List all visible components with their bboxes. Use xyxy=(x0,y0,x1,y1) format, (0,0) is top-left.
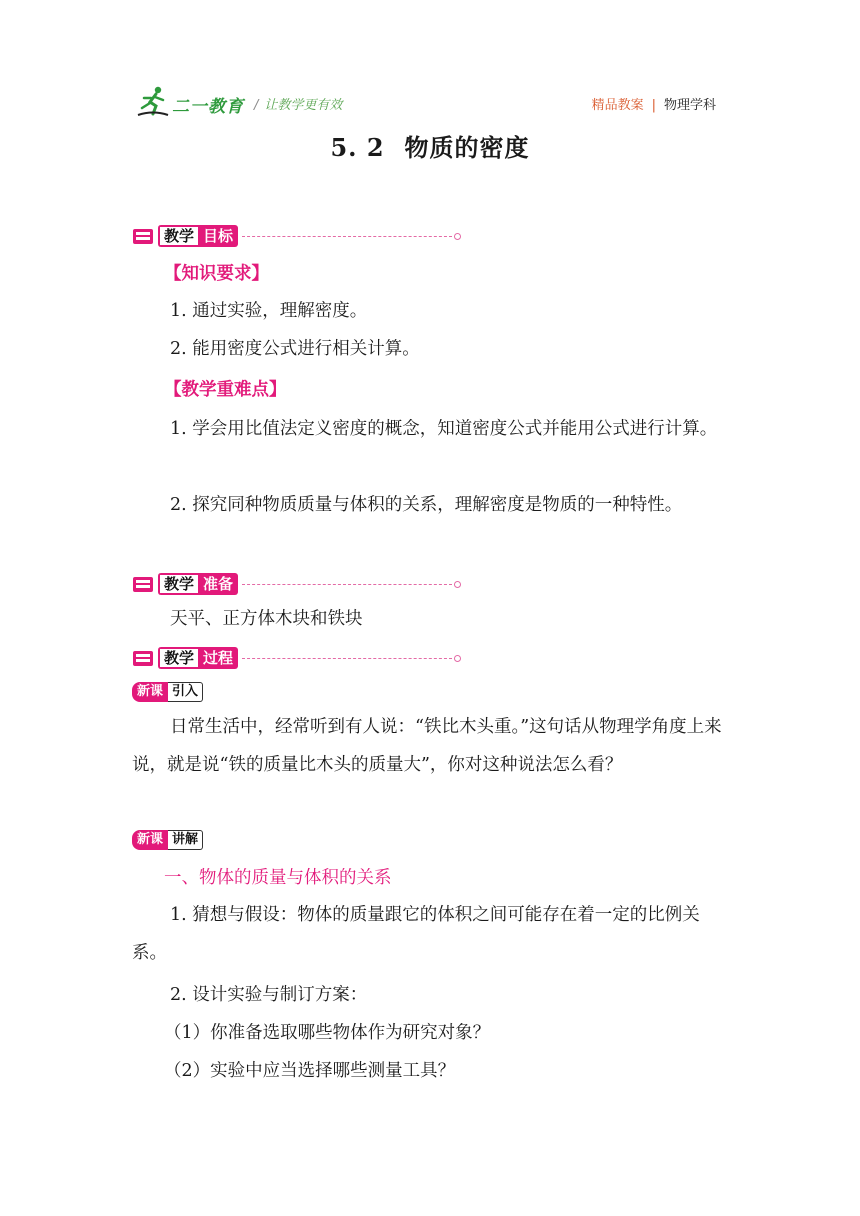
page-header xyxy=(136,84,716,120)
knowledge-item-1: 1. 通过实验，理解密度。 xyxy=(170,301,368,321)
banner-label-part2: 目标 xyxy=(198,225,238,247)
category-label: 精品教案 xyxy=(591,98,644,113)
header-category xyxy=(592,94,716,113)
slogan xyxy=(254,94,342,113)
question-1: （1）你准备选取哪些物体作为研究对象？ xyxy=(164,1023,491,1043)
banner-label-part1: 教学 xyxy=(158,225,198,247)
title-number: 5. 2 xyxy=(330,133,385,162)
tag-part1: 新课 xyxy=(132,830,168,850)
divider-end-dot xyxy=(454,655,461,662)
banner-label-part2: 过程 xyxy=(198,647,238,669)
divider-end-dot xyxy=(454,581,461,588)
runner-logo-icon xyxy=(136,84,170,118)
question-2: （2）实验中应当选择哪些测量工具？ xyxy=(164,1061,456,1081)
dashed-divider xyxy=(242,236,452,237)
key-point-1: 1. 学会用比值法定义密度的概念，知道密度公式并能用公式进行计算。 xyxy=(170,419,718,439)
banner-label-part1: 教学 xyxy=(158,573,198,595)
slogan-separator: / xyxy=(254,98,259,113)
key-points-heading: 【教学重难点】 xyxy=(164,380,287,400)
divider-end-dot xyxy=(454,233,461,240)
explain-heading: 一、物体的质量与体积的关系 xyxy=(164,868,392,888)
key-point-2: 2. 探究同种物质质量与体积的关系，理解密度是物质的一种特性。 xyxy=(170,495,683,515)
section-banner-prep xyxy=(132,572,461,596)
tag-part1: 新课 xyxy=(132,682,168,702)
tag-new-lesson-explain xyxy=(132,830,203,850)
logo-text: 二一教育 xyxy=(172,97,244,117)
subject-label: 物理学科 xyxy=(663,98,716,113)
explain-item-2: 2. 设计实验与制订方案： xyxy=(170,985,368,1005)
book-stack-icon xyxy=(132,226,154,246)
knowledge-item-2: 2. 能用密度公式进行相关计算。 xyxy=(170,339,420,359)
prep-materials: 天平、正方体木块和铁块 xyxy=(170,609,363,629)
dashed-divider xyxy=(242,658,452,659)
banner-label-part2: 准备 xyxy=(198,573,238,595)
dashed-divider xyxy=(242,584,452,585)
category-divider: | xyxy=(651,98,656,113)
tag-new-lesson-intro xyxy=(132,682,203,702)
page-title xyxy=(0,128,860,163)
slogan-text: 让教学更有效 xyxy=(264,98,343,113)
explain-item-1: 1. 猜想与假设：物体的质量跟它的体积之间可能存在着一定的比例关系。 xyxy=(132,905,700,963)
banner-label-part1: 教学 xyxy=(158,647,198,669)
book-stack-icon xyxy=(132,648,154,668)
intro-paragraph: 日常生活中，经常听到有人说：“铁比木头重。”这句话从物理学角度上来说，就是说“铁的质量比木头的质量大”，你对这种说法怎么看？ xyxy=(132,717,722,775)
title-text: 物质的密度 xyxy=(404,134,530,162)
book-stack-icon xyxy=(132,574,154,594)
knowledge-heading: 【知识要求】 xyxy=(164,264,269,284)
section-banner-process xyxy=(132,646,461,670)
tag-part2: 讲解 xyxy=(168,830,203,850)
section-banner-goals xyxy=(132,224,461,248)
tag-part2: 引入 xyxy=(168,682,203,702)
